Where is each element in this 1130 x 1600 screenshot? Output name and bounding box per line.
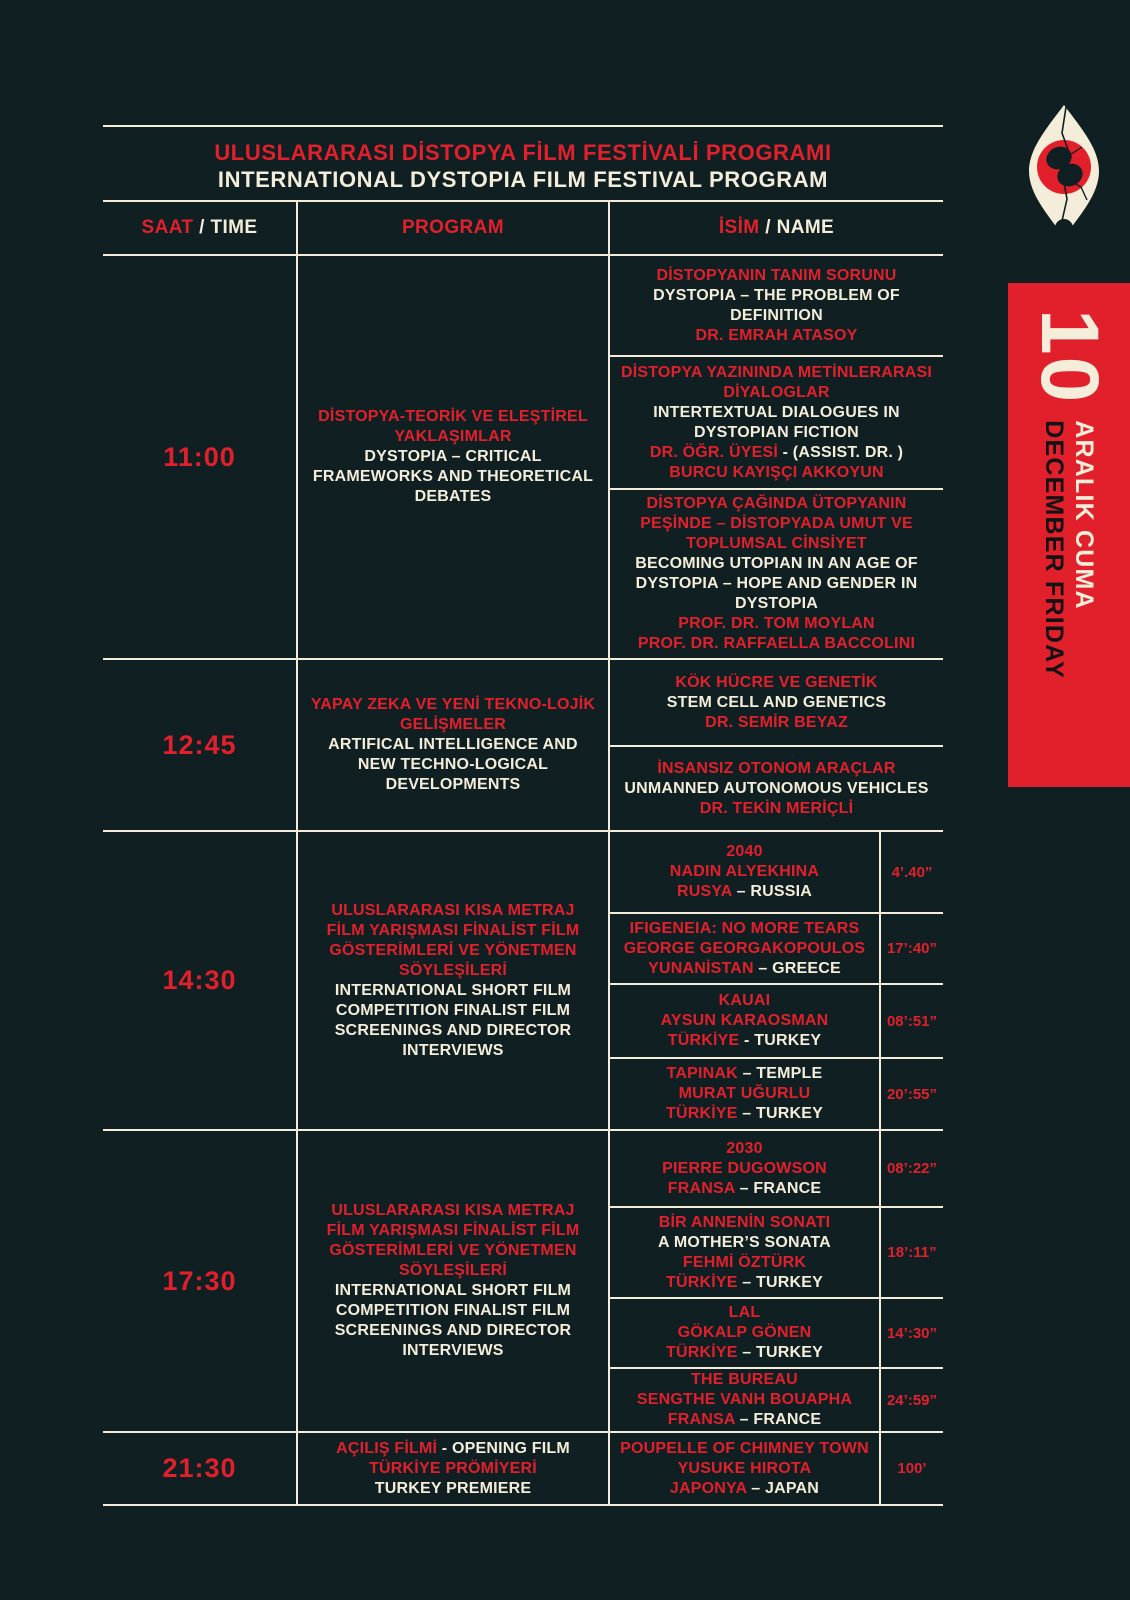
time-cell: 21:30 <box>103 1433 298 1504</box>
program-entry <box>610 832 943 912</box>
seg: IFIGENEIA: NO MORE TEARS <box>629 919 860 937</box>
seg: DİSTOPYA YAZININDA METİNLERARASI DİYALOGLAR <box>620 363 937 401</box>
program-entry <box>610 355 943 488</box>
seg: - OPENING FILM <box>441 1439 570 1457</box>
seg: – TEMPLE <box>737 1065 823 1082</box>
seg: KAUAI <box>718 992 771 1009</box>
seg: YUSUKE HIROTA <box>677 1459 812 1477</box>
seg: 2030 <box>726 1139 763 1157</box>
program-entry <box>610 1367 943 1431</box>
entry-text <box>610 357 943 488</box>
column-header-name <box>610 202 943 254</box>
entry-text <box>610 832 879 912</box>
program-entry <box>610 1206 943 1297</box>
time-cell: 17:30 <box>103 1131 298 1431</box>
seg: ULUSLARARASI KISA METRAJ FİLM YARIŞMASI FİNALİST FİLM GÖSTERİMLERİ VE YÖNETMEN SÖYLEŞİLERİ <box>326 1202 585 1279</box>
entry-text <box>610 1369 879 1431</box>
duration-cell <box>879 1059 943 1129</box>
seg: INTERNATIONAL SHORT FILM COMPETITION FINALIST FILM SCREENINGS AND DIRECTOR INTERVIEWS <box>334 1282 576 1359</box>
cracked-eye-logo <box>1026 103 1102 239</box>
entry-text <box>610 914 879 983</box>
program-entry <box>610 1057 943 1129</box>
program-entry <box>610 256 943 355</box>
seg: ULUSLARARASI KISA METRAJ FİLM YARIŞMASI FİNALİST FİLM GÖSTERİMLERİ VE YÖNETMEN SÖYLEŞİLERİ <box>326 901 585 979</box>
table-row <box>103 1131 943 1433</box>
seg: FRANSA <box>667 1179 735 1197</box>
seg: PIERRE DUGOWSON <box>662 1159 827 1177</box>
banner-date-lines <box>1039 420 1099 679</box>
duration-value: 100’ <box>897 1460 927 1477</box>
seg: – RUSSIA <box>731 883 812 900</box>
entry-text <box>610 747 943 830</box>
seg: DR. TEKİN MERİÇLİ <box>699 799 854 817</box>
program-entry <box>610 745 943 830</box>
seg: AÇILIŞ FİLMİ <box>336 1439 442 1457</box>
seg: - (ASSIST. DR. ) <box>782 443 904 461</box>
column-header-time <box>103 202 298 254</box>
seg: GÖKALP GÖNEN <box>677 1324 812 1341</box>
duration-cell <box>879 985 943 1057</box>
seg: UNMANNED AUTONOMOUS VEHICLES <box>624 779 929 797</box>
seg: FEHMİ ÖZTÜRK <box>682 1253 807 1271</box>
seg: ARTIFICAL INTELLIGENCE AND NEW TECHNO-LOGICAL DEVELOPMENTS <box>328 736 583 793</box>
seg: – TURKEY <box>737 1105 823 1122</box>
entry-text <box>610 660 943 745</box>
seg: DR. ÖĞR. ÜYESİ <box>649 443 783 461</box>
banner-day-number: 10 <box>1024 309 1115 405</box>
duration-value: 08’:22” <box>886 1160 938 1177</box>
seg: TAPINAK <box>666 1065 738 1082</box>
entry-text <box>610 1059 879 1129</box>
seg: DYSTOPIA – THE PROBLEM OF DEFINITION <box>653 286 905 324</box>
entry-text <box>610 1131 879 1206</box>
seg: KÖK HÜCRE VE GENETİK <box>675 673 878 691</box>
seg: SAAT <box>141 217 200 238</box>
seg: PROF. DR. RAFFAELLA BACCOLINI <box>637 635 916 652</box>
seg: SENGTHE VANH BOUAPHA <box>636 1391 853 1408</box>
entry-text <box>610 1299 879 1367</box>
table-row <box>103 256 943 660</box>
page-title <box>103 127 943 200</box>
program-entry <box>610 1433 943 1504</box>
duration-cell <box>879 1208 943 1297</box>
program-cell <box>298 1131 610 1431</box>
seg: 2040 <box>726 843 763 860</box>
entry-text <box>610 490 943 658</box>
duration-value: 4’.40” <box>891 863 933 881</box>
page-title-en: INTERNATIONAL DYSTOPIA FILM FESTIVAL PROGRAM <box>217 167 829 192</box>
seg: BECOMING UTOPIAN IN AN AGE OF DYSTOPIA – HOPE AND GENDER IN DYSTOPIA <box>635 555 923 612</box>
banner-date-en: DECEMBER FRIDAY <box>1040 420 1068 679</box>
seg: TURKEY PREMIERE <box>374 1479 532 1497</box>
date-banner <box>1008 283 1130 787</box>
entry-text <box>610 1208 879 1297</box>
seg: PROGRAM <box>401 217 505 238</box>
date-banner-content <box>1008 283 1130 787</box>
program-entry <box>610 1297 943 1367</box>
seg: – FRANCE <box>735 1179 822 1197</box>
column-header-program <box>298 202 610 254</box>
table-row <box>103 1433 943 1506</box>
seg: – JAPAN <box>746 1479 820 1497</box>
seg: İNSANSIZ OTONOM ARAÇLAR <box>657 759 896 777</box>
seg: BİR ANNENİN SONATI <box>658 1213 831 1231</box>
seg: DR. EMRAH ATASOY <box>695 326 858 344</box>
duration-cell <box>879 914 943 983</box>
seg: TÜRKİYE <box>665 1344 738 1361</box>
seg: DR. SEMİR BEYAZ <box>705 713 848 731</box>
program-cell <box>298 256 610 658</box>
seg: MURAT UĞURLU <box>678 1085 811 1102</box>
seg: RUSYA <box>677 883 732 900</box>
seg: DİSTOPYA-TEORİK VE ELEŞTİREL YAKLAŞIMLAR <box>318 408 593 445</box>
duration-cell <box>879 1131 943 1206</box>
seg: TÜRKİYE <box>665 1273 738 1291</box>
entry-text <box>610 1433 879 1504</box>
banner-date-tr: ARALIK CUMA <box>1070 420 1098 610</box>
names-cell <box>610 1131 943 1431</box>
duration-value: 17’:40” <box>886 940 938 957</box>
program-entry <box>610 1131 943 1206</box>
program-table <box>103 125 943 1506</box>
duration-value: 18’:11” <box>887 1244 937 1261</box>
seg: – TURKEY <box>737 1344 823 1361</box>
seg: THE BUREAU <box>691 1371 798 1388</box>
duration-cell <box>879 832 943 912</box>
seg: STEM CELL AND GENETICS <box>666 693 887 711</box>
seg: / TIME <box>199 217 258 238</box>
entry-text <box>610 256 943 355</box>
program-cell <box>298 1433 610 1504</box>
program-cell <box>298 832 610 1129</box>
seg: NADIN ALYEKHINA <box>669 863 820 880</box>
seg: YUNANİSTAN <box>648 959 754 977</box>
seg: FRANSA <box>667 1411 735 1428</box>
table-row <box>103 832 943 1131</box>
time-cell: 11:00 <box>103 256 298 658</box>
seg: / NAME <box>765 217 835 238</box>
entry-text <box>610 985 879 1057</box>
seg: TÜRKİYE <box>667 1032 740 1049</box>
seg: INTERTEXTUAL DIALOGUES IN DYSTOPIAN FICTION <box>653 403 905 441</box>
time-cell: 12:45 <box>103 660 298 830</box>
seg: TÜRKİYE PRÖMİYERİ <box>369 1459 537 1477</box>
seg: TÜRKİYE <box>665 1105 738 1122</box>
duration-value: 24’:59” <box>886 1391 938 1409</box>
seg: INTERNATIONAL SHORT FILM COMPETITION FINALIST FILM SCREENINGS AND DIRECTOR INTERVIEWS <box>334 981 576 1059</box>
page-title-tr: ULUSLARARASI DİSTOPYA FİLM FESTİVALİ PROGRAMI <box>214 140 832 165</box>
duration-value: 08’:51” <box>886 1012 938 1030</box>
seg: – FRANCE <box>735 1411 822 1428</box>
seg: POUPELLE OF CHIMNEY TOWN <box>620 1439 869 1457</box>
time-cell: 14:30 <box>103 832 298 1129</box>
names-cell <box>610 832 943 1129</box>
seg: DYSTOPIA – CRITICAL FRAMEWORKS AND THEORETICAL DEBATES <box>312 448 598 505</box>
seg: YAPAY ZEKA VE YENİ TEKNO-LOJİK GELİŞMELER <box>310 696 600 733</box>
duration-cell <box>879 1433 943 1504</box>
seg: JAPONYA <box>669 1479 747 1497</box>
seg: DİSTOPYANIN TANIM SORUNU <box>656 266 897 284</box>
duration-value: 20’:55” <box>886 1085 938 1103</box>
seg: İSİM <box>718 217 766 238</box>
names-cell <box>610 256 943 658</box>
seg: – TURKEY <box>737 1273 823 1291</box>
seg: - TURKEY <box>739 1032 822 1049</box>
seg: – GREECE <box>753 959 841 977</box>
program-entry <box>610 488 943 658</box>
program-entry <box>610 660 943 745</box>
seg: BURCU KAYIŞÇI AKKOYUN <box>669 463 884 481</box>
duration-cell <box>879 1299 943 1367</box>
seg: A MOTHER’S SONATA <box>658 1233 831 1251</box>
seg: GEORGE GEORGAKOPOULOS <box>623 939 866 957</box>
seg: AYSUN KARAOSMAN <box>660 1012 829 1029</box>
seg: DİSTOPYA ÇAĞINDA ÜTOPYANIN PEŞİNDE – DİSTOPYADA UMUT VE TOPLUMSAL CİNSİYET <box>640 495 918 552</box>
program-entry <box>610 912 943 983</box>
seg: LAL <box>728 1304 761 1321</box>
table-row <box>103 660 943 832</box>
program-entry <box>610 983 943 1057</box>
seg: PROF. DR. TOM MOYLAN <box>678 615 875 632</box>
program-cell <box>298 660 610 830</box>
table-header-row <box>103 200 943 256</box>
names-cell <box>610 660 943 830</box>
names-cell <box>610 1433 943 1504</box>
duration-value: 14’:30” <box>886 1324 938 1342</box>
duration-cell <box>879 1369 943 1431</box>
